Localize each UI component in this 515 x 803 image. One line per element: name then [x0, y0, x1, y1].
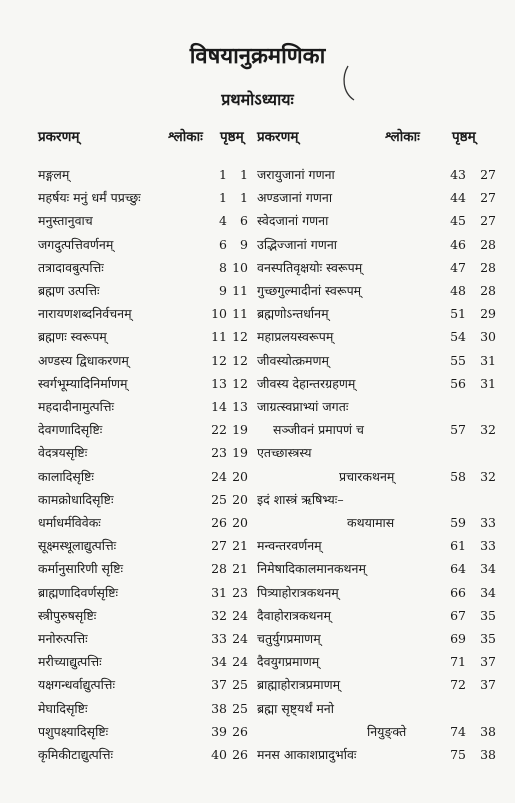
- right-shloka: 51: [450, 306, 466, 322]
- right-page: 32: [480, 468, 496, 484]
- right-shloka: 58: [450, 468, 466, 484]
- left-topic: ब्रह्मणः स्वरूपम्: [38, 329, 107, 345]
- right-page: 27: [480, 190, 496, 206]
- right-page: 27: [480, 167, 496, 182]
- left-page: 20: [232, 515, 248, 530]
- left-page: 10: [232, 259, 248, 275]
- table-row: [0, 699, 515, 719]
- right-shloka: 46: [450, 236, 466, 252]
- left-shloka: 31: [211, 584, 227, 600]
- right-shloka: 64: [450, 561, 466, 577]
- left-page: 26: [232, 723, 248, 739]
- right-topic: निमेषादिकालमानकथनम्: [257, 561, 366, 577]
- left-topic: पशुपक्ष्यादिसृष्टिः: [38, 723, 109, 739]
- table-row: [0, 675, 515, 695]
- right-shloka: 47: [450, 259, 466, 275]
- left-page: 19: [232, 445, 248, 461]
- table-row: [0, 443, 515, 463]
- table-row: [0, 211, 515, 231]
- right-topic-header: प्रकरणम्: [257, 129, 299, 145]
- left-page: 6: [240, 213, 248, 229]
- table-row: [0, 467, 515, 487]
- chapter-title: प्रथमोऽध्यायः: [221, 90, 294, 109]
- table-row: [0, 722, 515, 742]
- left-shloka: 1: [219, 167, 227, 182]
- table-header: [0, 127, 515, 147]
- left-topic-header: प्रकरणम्: [38, 129, 80, 145]
- right-page: 35: [480, 607, 496, 623]
- left-topic: वेदत्रयसृष्टिः: [38, 445, 88, 461]
- right-shloka: 57: [450, 422, 466, 438]
- right-page: 32: [480, 422, 496, 438]
- left-page: 13: [232, 399, 248, 414]
- left-topic: मेघादिसृष्टिः: [38, 700, 88, 716]
- right-shloka: 45: [450, 213, 466, 229]
- right-topic: ब्रह्मा सृष्ट्यर्थं मनो: [257, 700, 334, 716]
- right-page: 38: [480, 723, 496, 739]
- left-shloka: 8: [219, 259, 227, 275]
- left-topic: कालादिसृष्टिः: [38, 468, 94, 484]
- left-page: 25: [232, 700, 248, 716]
- right-shloka: 56: [450, 375, 466, 391]
- left-page: 20: [232, 468, 248, 484]
- right-topic: ब्रह्मणोऽन्तर्धानम्: [257, 306, 329, 322]
- left-shloka: 27: [211, 538, 227, 554]
- left-topic: नारायणशब्दनिर्वचनम्: [38, 306, 132, 322]
- table-row: [0, 281, 515, 301]
- left-page: 26: [232, 747, 248, 762]
- right-shloka: 48: [450, 283, 466, 298]
- right-shloka: 54: [450, 329, 466, 345]
- left-topic: महर्षयः मनुं धर्मं पप्रच्छुः: [38, 190, 141, 206]
- table-row: [0, 745, 515, 765]
- left-shloka: 10: [211, 306, 227, 322]
- table-row: [0, 559, 515, 579]
- left-topic: धर्माधर्मविवेकः: [38, 515, 101, 530]
- right-topic: दैवाहोरात्रकथनम्: [257, 607, 331, 623]
- table-row: [0, 165, 515, 185]
- left-page: 20: [232, 491, 248, 507]
- right-shloka: 69: [450, 631, 466, 646]
- table-row: [0, 652, 515, 672]
- table-row: [0, 304, 515, 324]
- right-topic: पित्र्याहोरात्रकथनम्: [257, 584, 339, 600]
- left-topic: स्त्रीपुरुषसृष्टिः: [38, 607, 97, 623]
- table-row: [0, 420, 515, 440]
- table-row: [0, 490, 515, 510]
- right-page: 38: [480, 747, 496, 762]
- right-page: 31: [480, 375, 496, 391]
- right-page: 28: [480, 259, 496, 275]
- right-page: 28: [480, 236, 496, 252]
- right-shloka: 74: [450, 723, 466, 739]
- right-shloka: 67: [450, 607, 466, 623]
- table-row: [0, 629, 515, 649]
- left-topic: अण्डस्य द्विधाकरणम्: [38, 352, 129, 368]
- right-topic: सञ्जीवनं प्रमापणं च: [273, 422, 364, 438]
- left-shloka: 39: [211, 723, 227, 739]
- left-shloka: 22: [211, 422, 227, 438]
- right-shloka: 75: [450, 747, 466, 762]
- left-shloka: 9: [219, 283, 227, 298]
- left-topic: तत्रादावबुत्पत्तिः: [38, 259, 104, 275]
- right-shloka: 72: [450, 677, 466, 693]
- right-topic: कथयामास: [347, 515, 395, 530]
- left-shloka: 32: [211, 607, 227, 623]
- right-topic: इदं शास्त्रं ऋषिभ्यः–: [257, 491, 344, 507]
- table-row: [0, 606, 515, 626]
- left-shloka: 28: [211, 561, 227, 577]
- right-topic: जाग्रत्स्वप्नाभ्यां जगतः: [257, 399, 349, 414]
- left-topic: मङ्गलम्: [38, 167, 70, 182]
- left-shloka: 25: [211, 491, 227, 507]
- page-title: विषयानुक्रमणिका: [189, 43, 326, 69]
- left-page: 1: [240, 190, 248, 206]
- left-topic: स्वर्गभूम्यादिनिर्माणम्: [38, 375, 128, 391]
- table-row: [0, 351, 515, 371]
- left-shloka: 24: [211, 468, 227, 484]
- right-page: 33: [480, 515, 496, 530]
- left-shloka: 6: [219, 236, 227, 252]
- left-page: 21: [232, 561, 248, 577]
- left-page-header: पृष्ठम्: [220, 129, 244, 145]
- right-shloka: 43: [450, 167, 466, 182]
- right-shloka-header: श्लोकाः: [385, 129, 420, 145]
- left-topic: ब्रह्मण उत्पत्तिः: [38, 283, 100, 298]
- left-page: 24: [232, 654, 248, 670]
- right-topic: जीवस्य देहान्तरग्रहणम्: [257, 375, 356, 391]
- right-shloka: 61: [450, 538, 466, 554]
- left-topic: मनुस्तानुवाच: [38, 213, 93, 229]
- table-row: [0, 188, 515, 208]
- left-topic: कर्मानुसारिणी सृष्टिः: [38, 561, 124, 577]
- right-topic: वनस्पतिवृक्षयोः स्वरूपम्: [257, 259, 363, 275]
- right-page: 37: [480, 654, 496, 670]
- right-page: 30: [480, 329, 496, 345]
- right-shloka: 44: [450, 190, 466, 206]
- left-shloka: 38: [211, 700, 227, 716]
- left-page: 21: [232, 538, 248, 554]
- right-topic: दैवयुगप्रमाणम्: [257, 654, 320, 670]
- left-topic: ब्राह्मणादिवर्णसृष्टिः: [38, 584, 119, 600]
- left-page: 12: [232, 329, 248, 345]
- left-topic: यक्षगन्धर्वाद्युत्पत्तिः: [38, 677, 115, 693]
- left-shloka: 12: [211, 352, 227, 368]
- right-page: 31: [480, 352, 496, 368]
- left-page: 1: [240, 167, 248, 182]
- right-shloka: 55: [450, 352, 466, 368]
- table-row: [0, 397, 515, 417]
- right-topic: मनस आकाशप्रादुर्भावः: [257, 747, 357, 762]
- left-topic: जगदुत्पत्तिवर्णनम्: [38, 236, 114, 252]
- left-page: 12: [232, 375, 248, 391]
- left-shloka: 4: [219, 213, 227, 229]
- left-page: 24: [232, 607, 248, 623]
- left-shloka: 26: [211, 515, 227, 530]
- left-topic: कामक्रोधादिसृष्टिः: [38, 491, 114, 507]
- left-page: 19: [232, 422, 248, 438]
- right-topic: महाप्रलयस्वरूपम्: [257, 329, 334, 345]
- right-page: 27: [480, 213, 496, 229]
- left-page: 23: [232, 584, 248, 600]
- left-shloka: 13: [211, 375, 227, 391]
- right-topic: ब्राह्माहोरात्रप्रमाणम्: [257, 677, 341, 693]
- right-page: 28: [480, 283, 496, 298]
- right-topic: प्रचारकथनम्: [339, 468, 395, 484]
- right-topic: मन्वन्तरवर्णनम्: [257, 538, 322, 554]
- right-topic: जीवस्योत्क्रमणम्: [257, 352, 330, 368]
- left-topic: मरीच्याद्युत्पत्तिः: [38, 654, 102, 670]
- left-shloka: 33: [211, 631, 227, 646]
- right-topic: स्वेदजानां गणना: [257, 213, 329, 229]
- table-row: [0, 235, 515, 255]
- left-topic: देवगणादिसृष्टिः: [38, 422, 103, 438]
- table-row: [0, 583, 515, 603]
- right-page: 37: [480, 677, 496, 693]
- right-page: 29: [480, 306, 496, 322]
- left-page: 9: [240, 236, 248, 252]
- right-shloka: 59: [450, 515, 466, 530]
- table-row: [0, 258, 515, 278]
- left-shloka: 11: [211, 329, 227, 345]
- right-page-header: पृष्ठम्: [452, 129, 476, 145]
- right-shloka: 66: [450, 584, 466, 600]
- right-topic: जरायुजानां गणना: [257, 167, 335, 182]
- right-topic: गुच्छगुल्मादीनां स्वरूपम्: [257, 283, 362, 298]
- left-page: 12: [232, 352, 248, 368]
- left-shloka: 23: [211, 445, 227, 461]
- left-page: 11: [232, 283, 248, 298]
- table-row: [0, 374, 515, 394]
- left-shloka: 14: [211, 399, 227, 414]
- right-page: 33: [480, 538, 496, 554]
- left-topic: सूक्ष्मस्थूलाद्युत्पत्तिः: [38, 538, 117, 554]
- table-row: [0, 513, 515, 533]
- table-row: [0, 536, 515, 556]
- left-topic: मनोरुत्पत्तिः: [38, 631, 88, 646]
- right-topic: उद्भिज्जानां गणना: [257, 236, 338, 252]
- left-page: 24: [232, 631, 248, 646]
- right-topic: चतुर्युगप्रमाणम्: [257, 631, 321, 646]
- right-page: 34: [480, 584, 496, 600]
- left-shloka: 40: [211, 747, 227, 762]
- left-shloka: 37: [211, 677, 227, 693]
- right-page: 35: [480, 631, 496, 646]
- left-page: 11: [232, 306, 248, 322]
- right-topic: एतच्छास्त्रस्य: [257, 445, 312, 461]
- right-shloka: 71: [450, 654, 466, 670]
- left-shloka-header: श्लोकाः: [168, 129, 203, 145]
- left-topic: महदादीनामुत्पत्तिः: [38, 399, 115, 414]
- left-topic: कृमिकीटाद्युत्पत्तिः: [38, 747, 114, 762]
- left-shloka: 1: [219, 190, 227, 206]
- table-row: [0, 327, 515, 347]
- left-shloka: 34: [211, 654, 227, 670]
- right-topic: अण्डजानां गणना: [257, 190, 333, 206]
- right-page: 34: [480, 561, 496, 577]
- left-page: 25: [232, 677, 248, 693]
- right-topic: नियुङ्क्ते: [367, 723, 407, 739]
